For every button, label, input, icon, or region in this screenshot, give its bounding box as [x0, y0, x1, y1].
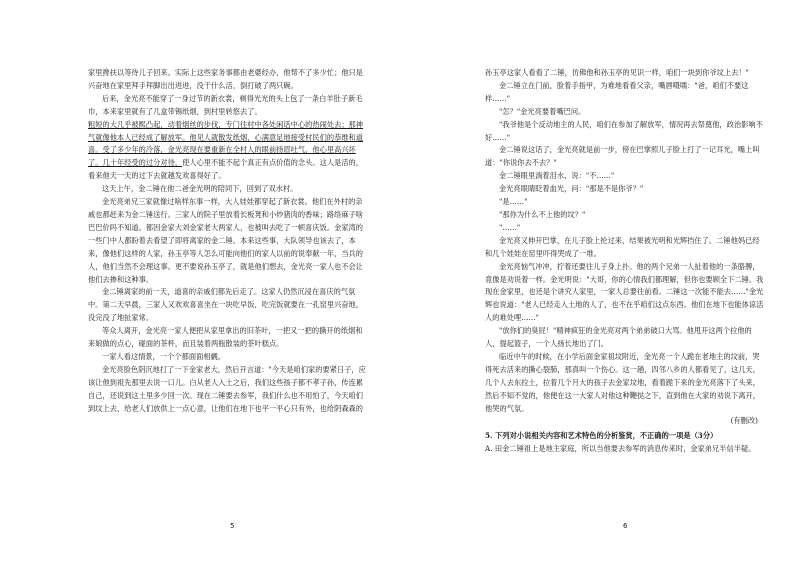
paragraph: 等众人离开，金光亮一家人便把从家里拿出的旧茶叶，一把又一把的撕开的纸烟和来娘做的点心，碰面的茶杯，而且装着两瓶散装的茶叶糕点。: [88, 326, 363, 349]
question-stem: 5. 下列对小说相关内容和艺术特色的分析鉴赏，不正确的一项是（3分）: [485, 431, 718, 441]
paragraph: 一家人看这情景，一个个都面面相觑。: [102, 351, 226, 361]
underlined-text: 粗短的大几乎被熙凸起，动着烟丝的步伐，专门往村中各处闲话中心的热闹处去；那神气就像他本人已经成了解放军。他见人就散发纸烟，心满意足地接受村民们的恭维和道喜。受了多少年的冷落，金光亮现在要重新在全村人的眼前扬眉吐气，他心里高兴坏了。几十年经受的过分对待，: [88, 119, 364, 168]
paragraph: "是……": [499, 197, 528, 207]
paragraph: 金光亮脸色阴沉地打了一下金家老大，然后开言道："今天是咱们家的要紧日子，应该让他到祖先那里去说一口儿。白从老人入土之后，我们这些孩子都不孝子孙，传连累自己，还说到这土里多少回一次。现在二锤要去参军，我们什么也不用怕了，今天咱们到坟上去，给老人们放供上一点心意，让他们在地下也平一平心只有外，也给阴森森的: [88, 364, 366, 413]
paragraph: 金二锤眼里淌着泪水，说："不……": [499, 171, 615, 181]
paragraph: "放你们的臭屁！"精神疯狂的金光亮对两个弟弟破口大骂。他甩开这两个拉他的人，提起篮子，一个人扬长地出了门。: [485, 326, 752, 349]
paragraph: "怎？"金光亮要着嘴巴问。: [499, 106, 586, 116]
paragraph: "……": [499, 222, 521, 232]
paragraph-tail: 使人心里不能不起个真正有点价值的念头。这人是活的，看来他天一天的过下去就越发欢喜得好了。: [88, 158, 364, 181]
paragraph: 金光亮又伸开巴掌，在儿子脸上抡过来，结果被光明和光辉挡住了。二锤他妈已经和几个娃娃在窑里吓得哭成了一堆。: [485, 235, 760, 258]
question-option-a: A. 田金二锤祖上是地主家庭，所以当他要去参军的消息传来时，金家弟兄半信半疑。: [485, 444, 756, 454]
page-number: 5: [230, 522, 235, 530]
paragraph: 金二锤说这话了，金光亮就是前一步，傍在巴掌照儿子脸上打了一记耳光，嘴上叫道："你说你去不去？": [485, 145, 760, 168]
paragraph: "我爷他是个反动地主的人民，咱们在参加了解放军，情况再去祭奠他，政治影响不好……": [485, 119, 763, 142]
paragraph: 金光亮恼气冲冲，拧着还要往儿子身上扑。他的两个兄弟一人扯着他的一条胳膊，竟像是劝说着一样。金光明说："大哥，你的心情我们都理解，但你也要顾全下二锤。我现在金家里，也还是个讲究人家里，一家人总要往前看。二锤这一次能不能去……"金光辉也说道："老人已经走入土地的人了，也不在乎咱们这点东西。他们在地下也能体谅活人的难处哩……": [485, 261, 764, 323]
paragraph: 金二锤立在门前，脸着手指甲，为难地看看父亲，嘴唇嗫嚅："爸，咱们不要这样……": [485, 80, 749, 103]
paragraph: 金二锤离家的前一天，道喜的亲戚们都先后走了。这家人仍然沉浸在喜庆的气氛中。第二天早晨，三家人又欢欢喜喜坐在一块吃早饭，吃完饭就要在一孔窑里兴奋地，没完没了地扯家常。: [88, 287, 364, 323]
right-page: [397, 0, 794, 562]
paragraph: 金光亮眼睛眨着血光，问："那是不是你爷？": [499, 184, 644, 194]
paragraph: 临近中午的时候，在小学后面金家祖坟附近，金光亮一个人跪在老地主的坟前，哭得死去活来的撕心裂肺，那真叫一个伤心。这一趟，四邻八乡的人都看见了，这几天，几个人去东拉土，拉着几个月大的孩子去金家坟地，看着跪下来的金光亮落下了头来，然后不知不觉的，他便在这一大家人对他这种鞭挞之下，直到他在大家的劝说下离开，他哭的气氛。: [485, 351, 761, 413]
paragraph: 孙玉亭这家人看看了二锤，仿佛他和孙玉亭的见识一样，咱们一块到你爷坟上去！": [485, 68, 749, 77]
paragraph: "那你为什么不上他的坟？": [499, 209, 586, 219]
paragraph-underlined: [88, 119, 367, 184]
source-note: (有删改): [730, 416, 758, 426]
paragraph: 家里搀扶以等待儿子回来。实际上这些家务事都由老婆经办，他帮不了多少忙；他只是兴奋地在家里拜手拜脚出出进进，没干什么活，倒打破了两只碗。: [88, 68, 364, 90]
paragraph: 金光亮弟兄三家就像过啥样东事一样，大人娃娃都穿起了新衣裳。他们在外村的亲戚也都赶来为金二锤送行。三家人的院子里放着长板凳和小炒猪肉的香味；路络麻子啥巴巴价吗不知道。都因金家大刘金家老大两家人，也被叫去吃了一顿喜庆饭。金家湾的一些门中人都盼着去看望了即将离家的金二锤。本来这些事，大队领导也该去了，本来，像他们这样的人家，孙玉亭等人怎么可能向他们的家人以前的说奉献一年，当兵的人，他们当然不会理这事。更不要说孙玉亭了，就是他们想去，金光亮一家人也不会让他们去掺和这种事。: [88, 197, 364, 284]
page-number: 6: [623, 522, 628, 530]
paragraph: 这天上午，金二锤在他二爸金光明的陪同下，回到了双水村。: [102, 184, 298, 194]
paragraph: 后来，金光亮不能穿了一身过节的新衣裳，剃得光光的头上包了一条白羊肚子新毛巾，本来家里就有了几盒带锡纸烟，到村里转悠去了。: [88, 93, 363, 116]
